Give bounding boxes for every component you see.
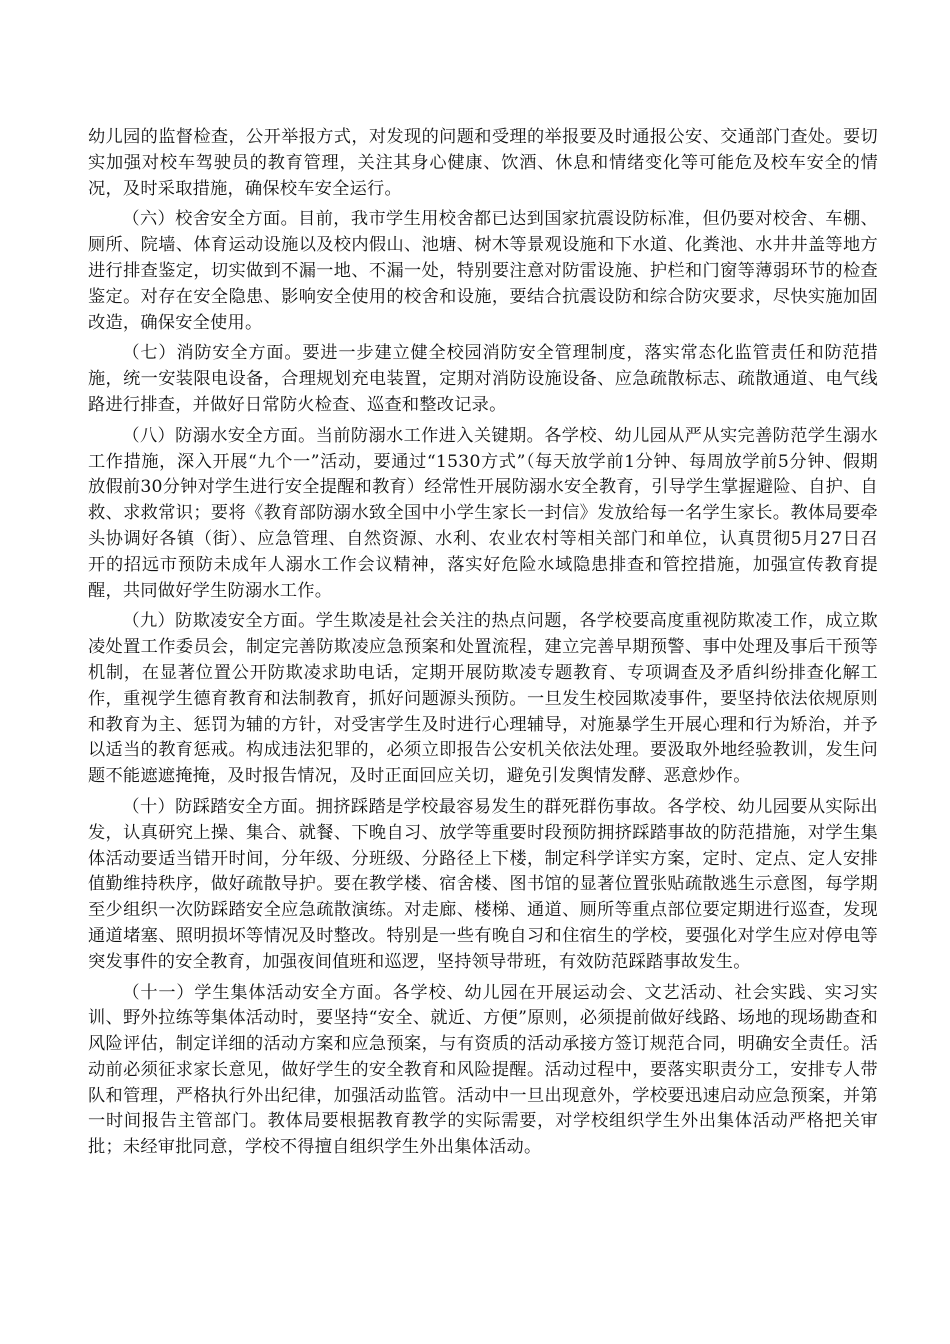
paragraph-drowning-prevention: （八）防溺水安全方面。当前防溺水工作进入关键期。各学校、幼儿园从严从实完善防范学生溺水工作措施，深入开展“九个一”活动，要通过“1530方式”（每天放学前1分钟、每周放学前5分钟、假期放假前30分钟对学生进行安全提醒和教育）经常性开展防溺水安全教育，引导学生掌握避险、自护、自救、求救常识；要将《教育部防溺水致全国中小学生家长一封信》发放给每一名学生家长。教体局要牵头协调好各镇（街）、应急管理、自然资源、水利、农业农村等相关部门和单位，认真贯彻5月27日召开的招远市预防未成年人溺水工作会议精神，落实好危险水域隐患排查和管控措施，加强宣传教育提醒，共同做好学生防溺水工作。 (88, 425, 878, 601)
paragraph-stampede-prevention: （十）防踩踏安全方面。拥挤踩踏是学校最容易发生的群死群伤事故。各学校、幼儿园要从实际出发，认真研究上操、集合、就餐、下晚自习、放学等重要时段预防拥挤踩踏事故的防范措施，对学生集体活动要适当错开时间，分年级、分班级、分路径上下楼，制定科学详实方案，定时、定点、定人安排值勤维持秩序，做好疏散导护。要在教学楼、宿舍楼、图书馆的显著位置张贴疏散逃生示意图，每学期至少组织一次防踩踏安全应急疏散演练。对走廊、楼梯、通道、厕所等重点部位要定期进行巡查，发现通道堵塞、照明损坏等情况及时整改。特别是一些有晚自习和住宿生的学校，要强化对学生应对停电等突发事件的安全教育，加强夜间值班和巡逻，坚持领导带班，有效防范踩踏事故发生。 (88, 796, 878, 972)
paragraph-group-activity-safety: （十一）学生集体活动安全方面。各学校、幼儿园在开展运动会、文艺活动、社会实践、实习实训、野外拉练等集体活动时，要坚持“安全、就近、方便”原则，必须提前做好线路、场地的现场勘查和风险评估，制定详细的活动方案和应急预案，与有资质的活动承接方签订规范合同，明确安全责任。活动前必须征求家长意见，做好学生的安全教育和风险提醒。活动过程中，要落实职责分工，安排专人带队和管理，严格执行外出纪律，加强活动监管。活动中一旦出现意外，学校要迅速启动应急预案，并第一时间报告主管部门。教体局要根据教育教学的实际需要，对学校组织学生外出集体活动严格把关审批；未经审批同意，学校不得擅自组织学生外出集体活动。 (88, 982, 878, 1158)
paragraph-fire-safety: （七）消防安全方面。要进一步建立健全校园消防安全管理制度，落实常态化监管责任和防范措施，统一安装限电设备，合理规划充电装置，定期对消防设施设备、应急疏散标志、疏散通道、电气线路进行排查，并做好日常防火检查、巡查和整改记录。 (88, 343, 878, 415)
paragraph-anti-bullying: （九）防欺凌安全方面。学生欺凌是社会关注的热点问题，各学校要高度重视防欺凌工作，成立欺凌处置工作委员会，制定完善防欺凌应急预案和处置流程，建立完善早期预警、事中处理及事后干预等机制，在显著位置公开防欺凌求助电话，定期开展防欺凌专题教育、专项调查及矛盾纠纷排查化解工作，重视学生德育教育和法制教育，抓好问题源头预防。一旦发生校园欺凌事件，要坚持依法依规原则和教育为主、惩罚为辅的方针，对受害学生及时进行心理辅导，对施暴学生开展心理和行为矫治，并予以适当的教育惩戒。构成违法犯罪的，必须立即报告公安机关依法处理。要汲取外地经验教训，发生问题不能遮遮掩掩，及时报告情况，及时正面回应关切，避免引发舆情发酵、恶意炒作。 (88, 611, 878, 787)
paragraph-school-building-safety: （六）校舍安全方面。目前，我市学生用校舍都已达到国家抗震设防标准，但仍要对校舍、车棚、厕所、院墙、体育运动设施以及校内假山、池塘、树木等景观设施和下水道、化粪池、水井井盖等地方进行排查鉴定，切实做到不漏一地、不漏一处，特别要注意对防雷设施、护栏和门窗等薄弱环节的检查鉴定。对存在安全隐患、影响安全使用的校舍和设施，要结合抗震设防和综合防灾要求，尽快实施加固改造，确保安全使用。 (88, 209, 878, 333)
document-page (88, 125, 878, 1161)
paragraph-continuation: 幼儿园的监督检查，公开举报方式，对发现的问题和受理的举报要及时通报公安、交通部门查处。要切实加强对校车驾驶员的教育管理，关注其身心健康、饮酒、休息和情绪变化等可能危及校车安全的情况，及时采取措施，确保校车安全运行。 (88, 127, 878, 199)
